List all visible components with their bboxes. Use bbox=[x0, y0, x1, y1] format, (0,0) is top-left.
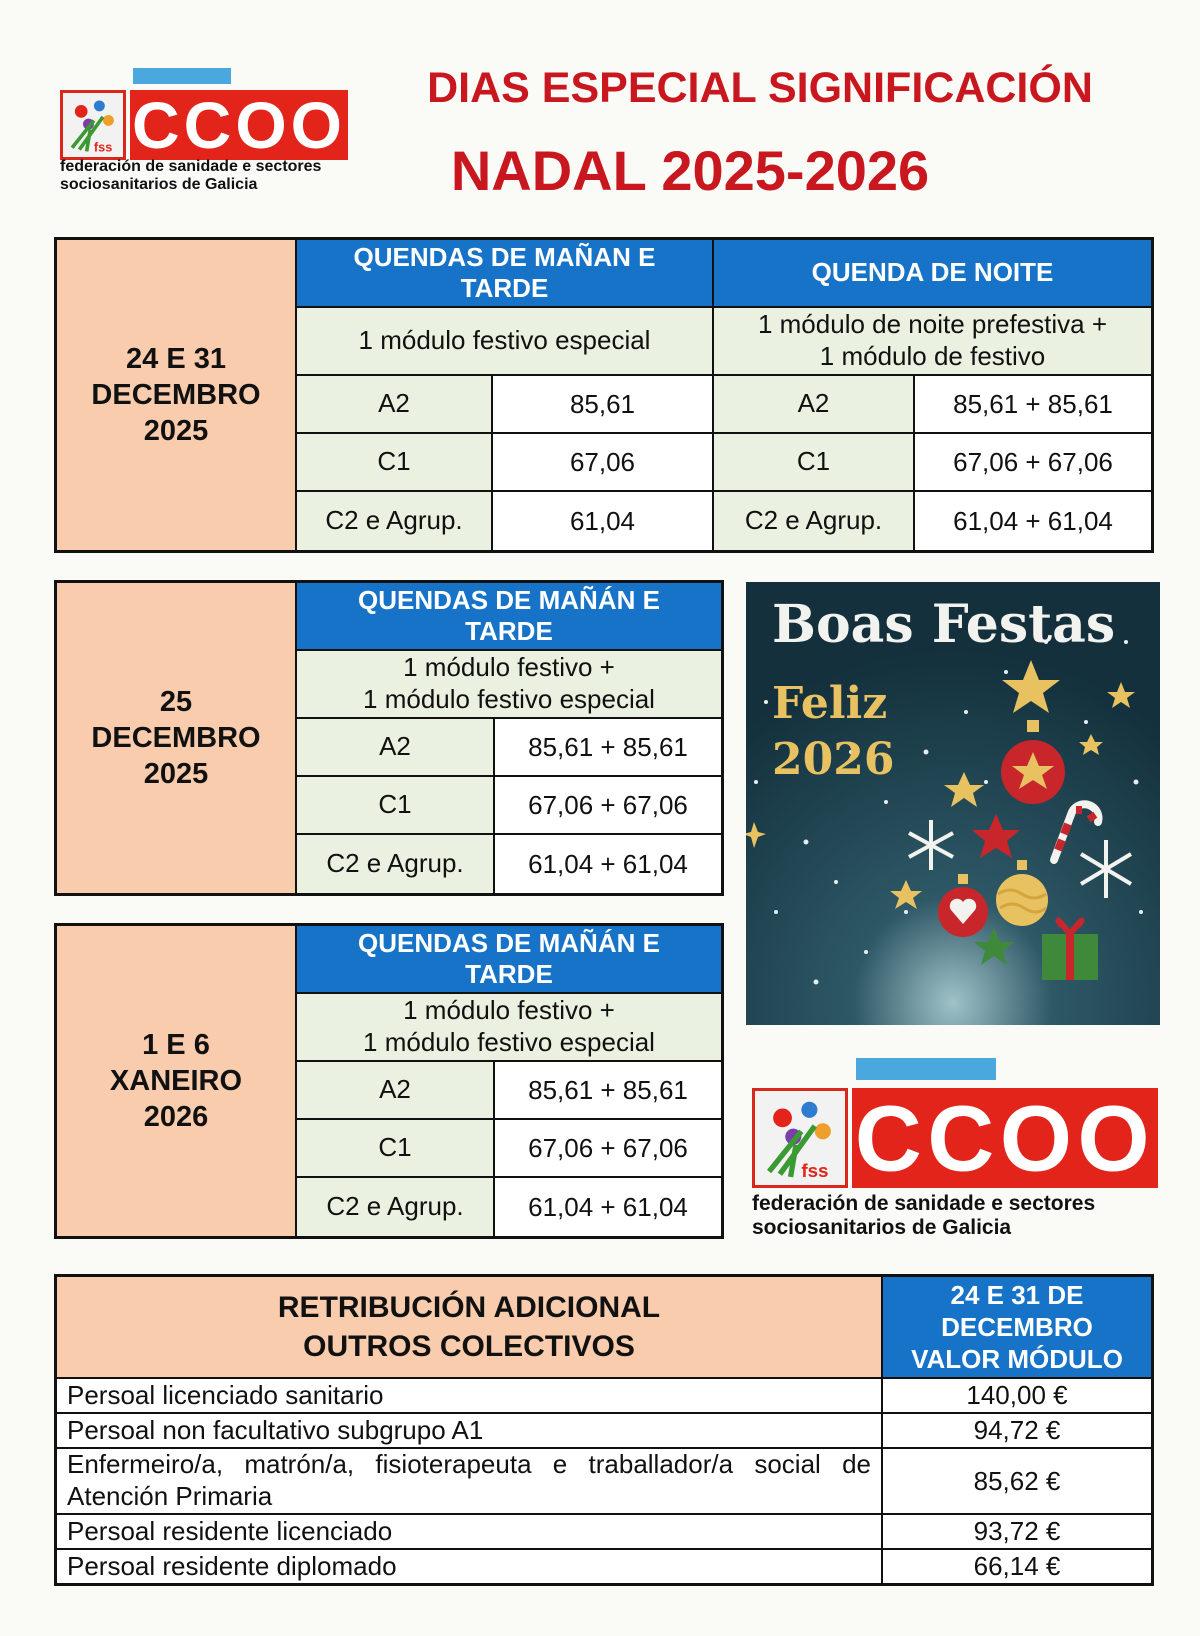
group-a2-night: A2 bbox=[714, 376, 913, 432]
group-c1: C1 bbox=[297, 1120, 493, 1176]
table-1-6-january bbox=[54, 923, 724, 1239]
group-c2: C2 e Agrup. bbox=[297, 492, 491, 550]
group-c2: C2 e Agrup. bbox=[297, 835, 493, 893]
group-c1: C1 bbox=[297, 777, 493, 833]
row-label: Enfermeiro/a, matrón/a, fisioterapeuta e traballador/a social de Atención Primaria bbox=[57, 1449, 881, 1513]
value-c2-day: 61,04 bbox=[493, 492, 712, 550]
federation-name bbox=[60, 158, 321, 195]
row-label: Persoal licenciado sanitario bbox=[57, 1379, 881, 1412]
ccoo-logo-top bbox=[60, 68, 350, 198]
value-c1-day: 67,06 bbox=[493, 434, 712, 490]
row-label: Persoal non facultativo subgrupo A1 bbox=[57, 1414, 881, 1447]
module-day-shift: 1 módulo festivo + 1 módulo festivo especial bbox=[297, 651, 721, 717]
ccoo-brand-box bbox=[852, 1088, 1158, 1188]
date-label-24-31-december: 24 E 31 DECEMBRO 2025 bbox=[57, 240, 295, 550]
fss-flower-icon bbox=[60, 90, 126, 160]
module-night-shift: 1 módulo de noite prefestiva + 1 módulo de festivo bbox=[714, 308, 1151, 374]
group-a2: A2 bbox=[297, 376, 491, 432]
fss-label: fss bbox=[801, 1159, 829, 1181]
value-a2: 85,61 + 85,61 bbox=[495, 1062, 721, 1118]
group-c1-night: C1 bbox=[714, 434, 913, 490]
ccoo-logo-bottom bbox=[752, 1058, 1162, 1248]
logo-blue-bar bbox=[856, 1058, 996, 1080]
christmas-card-image bbox=[746, 582, 1160, 1025]
federation-name bbox=[752, 1192, 1095, 1240]
header-day-shift: QUENDAS DE MAÑAN E TARDE bbox=[297, 240, 712, 306]
row-value: 93,72 € bbox=[883, 1515, 1151, 1548]
row-label: Persoal residente diplomado bbox=[57, 1550, 881, 1583]
header-retribucion: RETRIBUCIÓN ADICIONAL OUTROS COLECTIVOS bbox=[57, 1277, 881, 1377]
row-value: 66,14 € bbox=[883, 1550, 1151, 1583]
value-c1: 67,06 + 67,06 bbox=[495, 777, 721, 833]
ccoo-brand-text: CCOO bbox=[854, 1088, 1156, 1188]
fss-label: fss bbox=[93, 139, 113, 155]
module-day-shift: 1 módulo festivo especial bbox=[297, 308, 712, 374]
group-c2: C2 e Agrup. bbox=[297, 1178, 493, 1236]
date-label-1-6-january: 1 E 6 XANEIRO 2026 bbox=[57, 926, 295, 1236]
card-wish-line-2: 2026 bbox=[772, 734, 895, 785]
value-a2-day: 85,61 bbox=[493, 376, 712, 432]
page-title-line-2: NADAL 2025-2026 bbox=[450, 139, 930, 202]
header-valor-modulo: 24 E 31 DE DECEMBRO VALOR MÓDULO bbox=[883, 1277, 1151, 1377]
federation-line-2: sociosanitarios de Galicia bbox=[752, 1216, 1012, 1240]
value-a2-night: 85,61 + 85,61 bbox=[915, 376, 1151, 432]
ccoo-brand-box bbox=[130, 90, 348, 160]
header-day-shift: QUENDAS DE MAÑÁN E TARDE bbox=[297, 583, 721, 649]
row-label: Persoal residente licenciado bbox=[57, 1515, 881, 1548]
federation-line-1: federación de sanidade e sectores bbox=[60, 158, 322, 175]
logo-blue-bar bbox=[133, 68, 231, 84]
ccoo-brand-text: CCOO bbox=[132, 90, 346, 160]
table-24-31-december bbox=[54, 237, 1154, 553]
group-c2-night: C2 e Agrup. bbox=[714, 492, 913, 550]
module-day-shift: 1 módulo festivo + 1 módulo festivo especial bbox=[297, 994, 721, 1060]
value-c1: 67,06 + 67,06 bbox=[495, 1120, 721, 1176]
value-c2: 61,04 + 61,04 bbox=[495, 1178, 721, 1236]
row-value: 85,62 € bbox=[883, 1449, 1151, 1513]
value-c1-night: 67,06 + 67,06 bbox=[915, 434, 1151, 490]
group-a2: A2 bbox=[297, 719, 493, 775]
row-value: 140,00 € bbox=[883, 1379, 1151, 1412]
date-label-25-december: 25 DECEMBRO 2025 bbox=[57, 583, 295, 893]
card-greeting: Boas Festas bbox=[772, 594, 1116, 655]
group-a2: A2 bbox=[297, 1062, 493, 1118]
group-c1: C1 bbox=[297, 434, 491, 490]
header-day-shift: QUENDAS DE MAÑÁN E TARDE bbox=[297, 926, 721, 992]
page-title-line-1: DIAS ESPECIAL SIGNIFICACIÓN bbox=[427, 64, 1093, 112]
value-c2: 61,04 + 61,04 bbox=[495, 835, 721, 893]
value-a2: 85,61 + 85,61 bbox=[495, 719, 721, 775]
table-retribucion-adicional bbox=[54, 1274, 1154, 1586]
row-value: 94,72 € bbox=[883, 1414, 1151, 1447]
federation-line-1: federación de sanidade e sectores bbox=[752, 1192, 1096, 1215]
table-25-december bbox=[54, 580, 724, 896]
value-c2-night: 61,04 + 61,04 bbox=[915, 492, 1151, 550]
header-night-shift: QUENDA DE NOITE bbox=[714, 240, 1151, 306]
federation-line-2: sociosanitarios de Galicia bbox=[60, 176, 258, 194]
fss-flower-icon bbox=[752, 1088, 848, 1188]
card-wish-line-1: Feliz bbox=[772, 678, 888, 729]
